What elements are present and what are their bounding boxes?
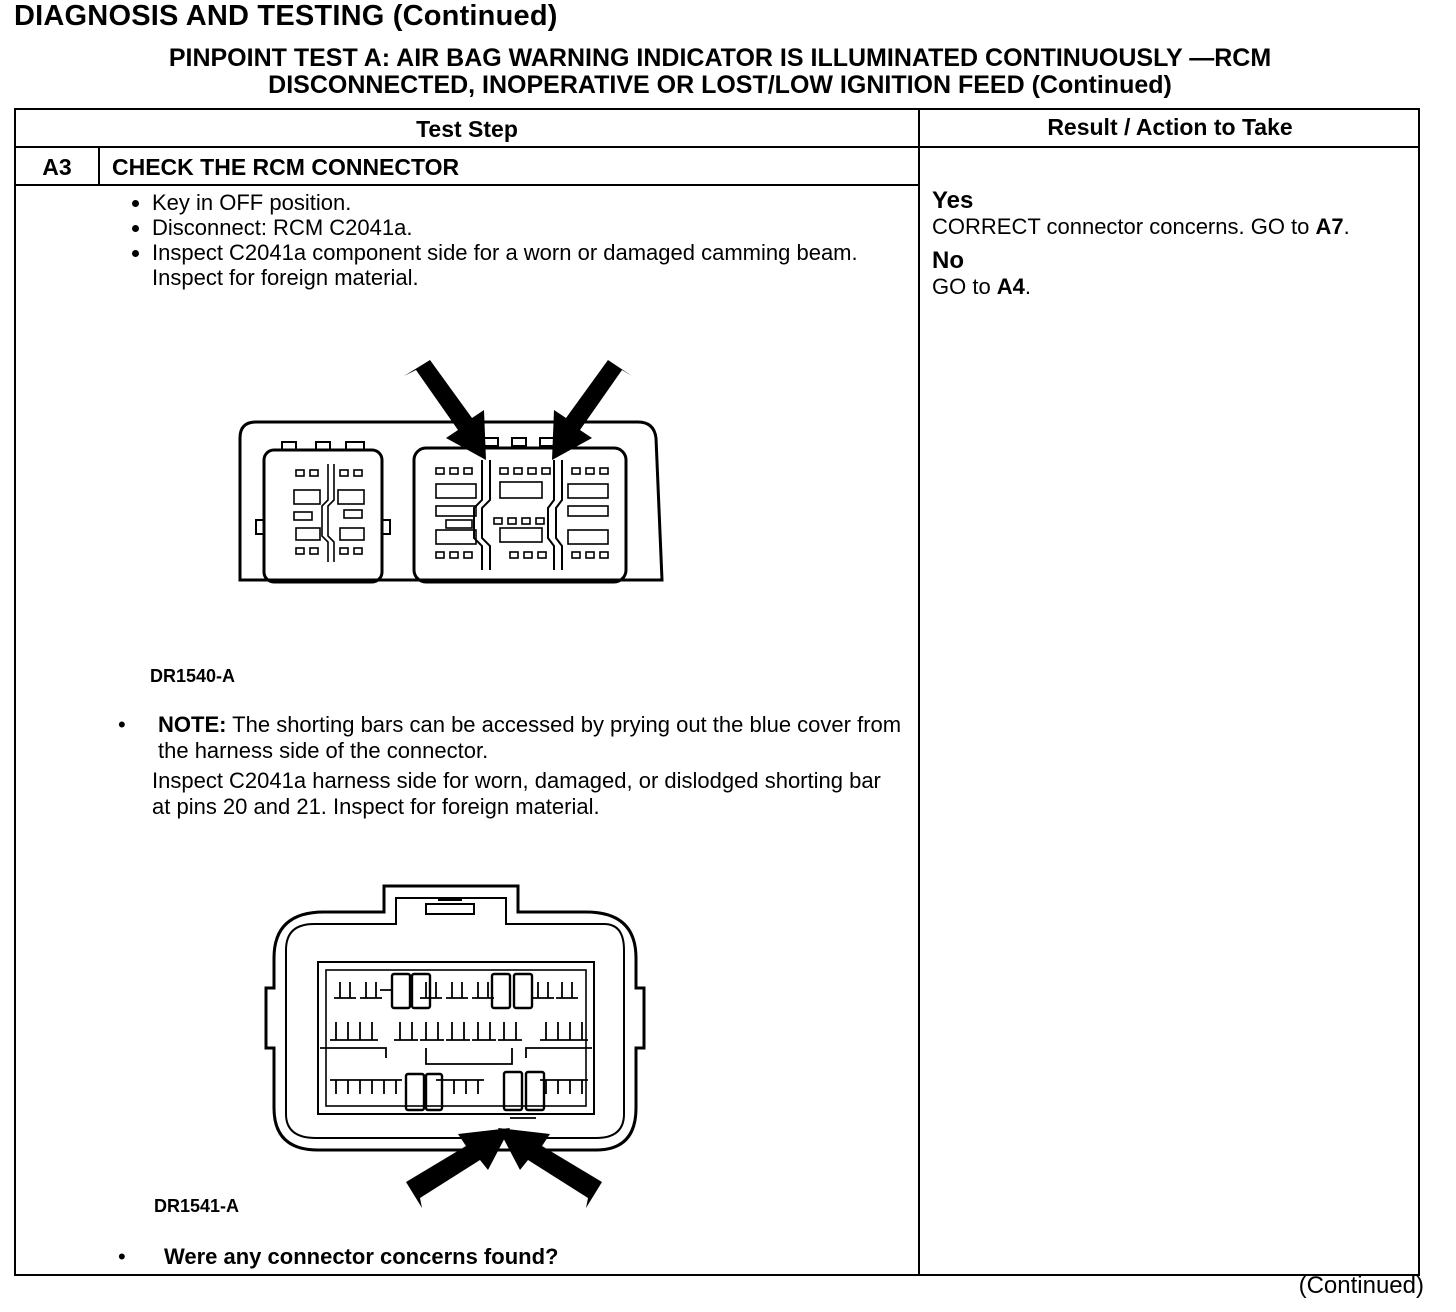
step-question: [112, 1244, 558, 1270]
column-header-result: Result / Action to Take: [1047, 114, 1293, 140]
note-label: NOTE:: [158, 712, 227, 737]
bullet-glyph: •: [118, 1244, 126, 1269]
step-title: CHECK THE RCM CONNECTOR: [112, 154, 460, 180]
step-divider: [16, 184, 918, 186]
bullet-glyph: •: [118, 712, 126, 737]
result-yes-action: CORRECT connector concerns. GO to A7.: [932, 214, 1350, 239]
test-title: [60, 45, 1380, 99]
note-block: [112, 712, 902, 820]
column-divider: [918, 110, 920, 1274]
instruction-item: • Key in OFF position.: [152, 190, 902, 215]
instruction-item: • Inspect C2041a component side for a worn or damaged camming beam. Inspect for foreign material.: [152, 240, 902, 290]
goto-step-link: A4: [996, 274, 1025, 299]
result-no-label: No: [932, 247, 964, 274]
section-title: DIAGNOSIS AND TESTING (Continued): [14, 0, 558, 32]
test-title-line1: PINPOINT TEST A: AIR BAG WARNING INDICATOR IS ILLUMINATED CONTINUOUSLY —RCM: [168, 44, 1272, 72]
goto-step-link: A7: [1315, 214, 1344, 239]
result-no-action: GO to A4.: [932, 274, 1032, 299]
rcm-connector-component-side-figure: [216, 360, 696, 600]
test-title-line2: DISCONNECTED, INOPERATIVE OR LOST/LOW IGNITION FEED (Continued): [268, 71, 1172, 99]
instruction-item: • Disconnect: RCM C2041a.: [152, 215, 902, 240]
c2041a-harness-side-figure: [256, 878, 666, 1208]
test-table: [14, 108, 1420, 1276]
step-id-divider: [98, 146, 100, 186]
note-text: The shorting bars can be accessed by prying out the blue cover from the harness side of the connector.: [158, 712, 902, 763]
step-instructions: [112, 190, 902, 290]
note-followup: Inspect C2041a harness side for worn, damaged, or dislodged shorting bar at pins 20 and 21. Inspect for foreign material.: [152, 768, 881, 819]
figure-label: DR1540-A: [150, 666, 236, 686]
figure-label: DR1541-A: [154, 1196, 240, 1216]
question-text: Were any connector concerns found?: [164, 1244, 559, 1269]
result-column: [932, 186, 1412, 308]
result-yes-label: Yes: [932, 187, 974, 214]
continued-footer: (Continued): [1298, 1272, 1424, 1299]
step-id: A3: [42, 154, 72, 180]
column-header-test-step: Test Step: [416, 116, 518, 142]
